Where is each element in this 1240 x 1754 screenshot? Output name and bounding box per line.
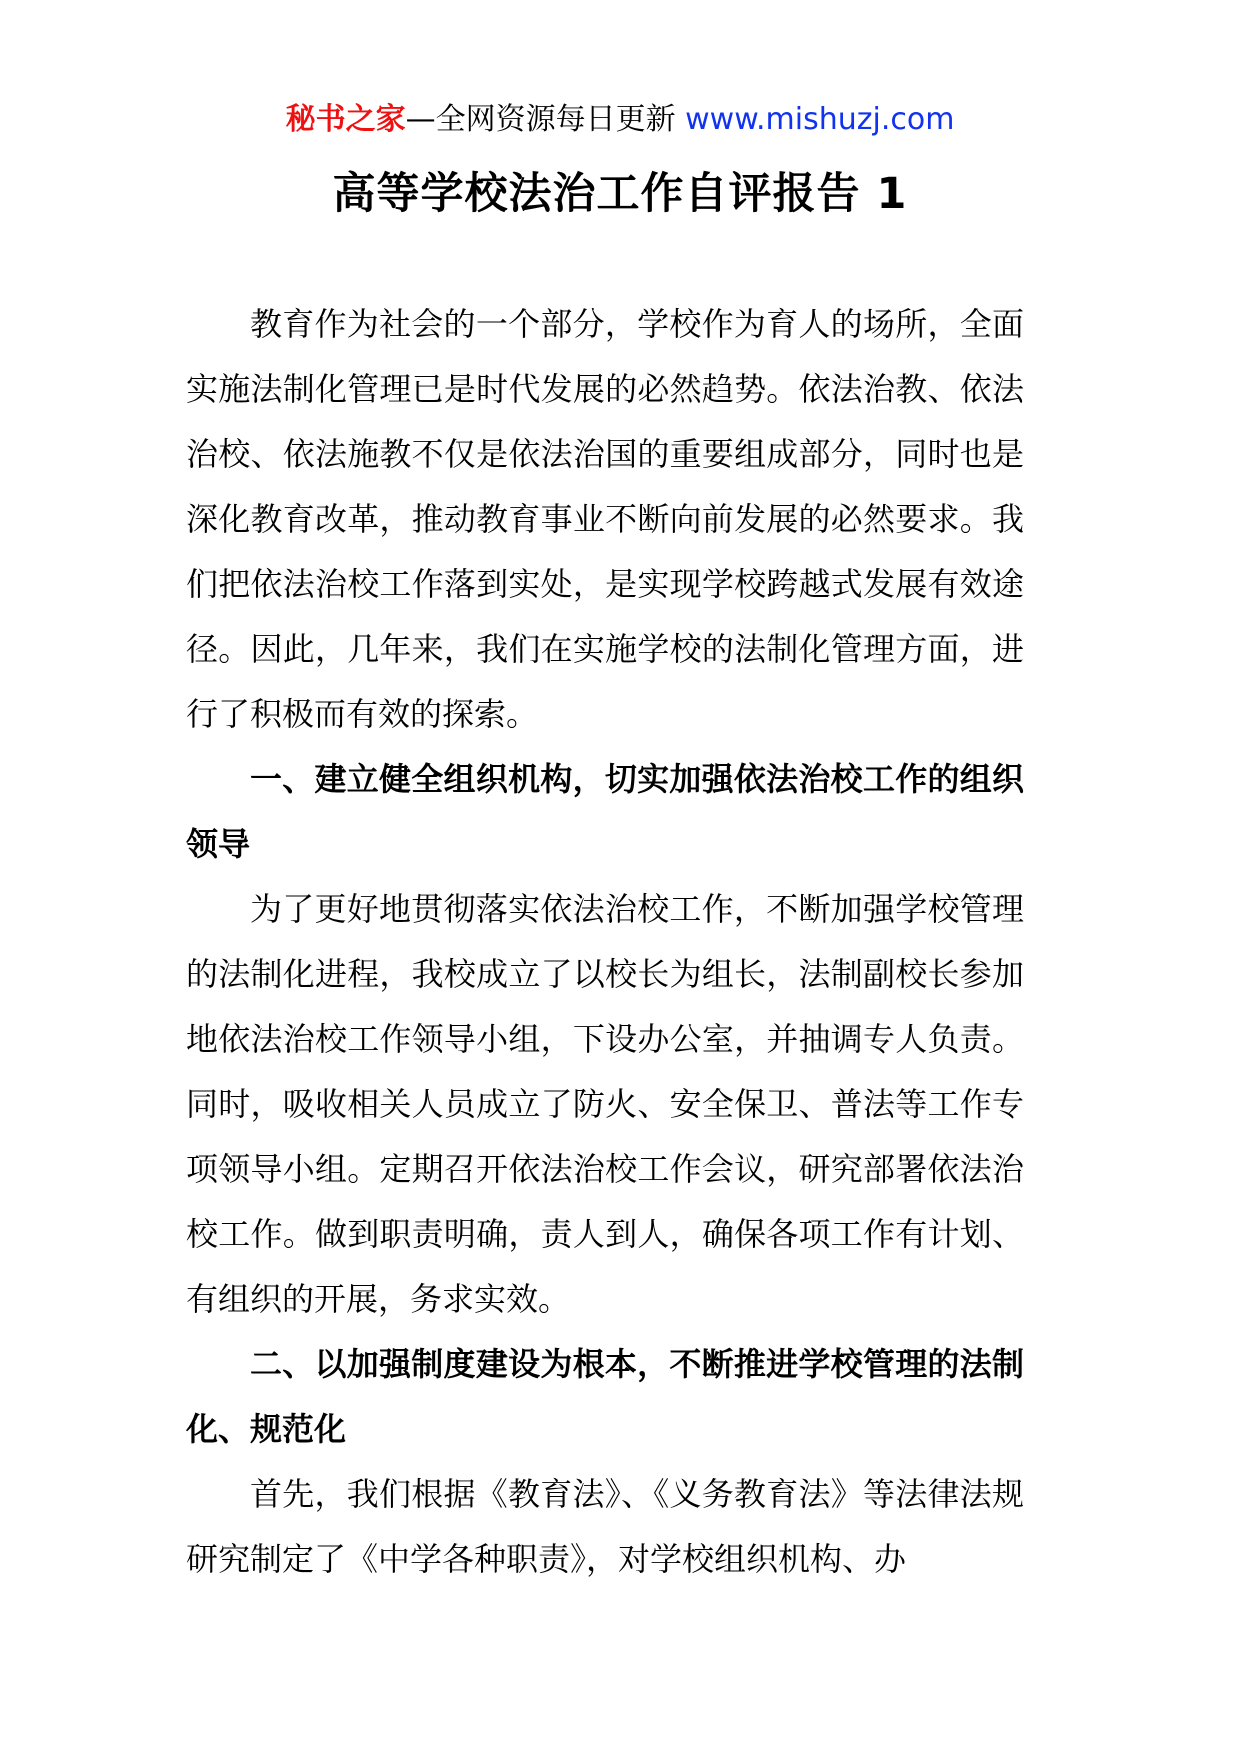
paragraph-section-1: 为了更好地贯彻落实依法治校工作，不断加强学校管理的法制化进程，我校成立了以校长为组长，法制副校长参加地依法治校工作领导小组，下设办公室，并抽调专人负责。同时，吸收相关人员成立了防火、安全保卫、普法等工作专项领导小组。定期召开依法治校工作会议，研究部署依法治校工作。做到职责明确，责人到人，确保各项工作有计划、有组织的开展，务求实效。: [186, 890, 1024, 1318]
document-body: [186, 292, 1024, 1592]
site-banner: [0, 100, 1240, 140]
section-heading-1: 一、建立健全组织机构，切实加强依法治校工作的组织领导: [186, 760, 1024, 863]
site-url-link[interactable]: www.mishuzj.com: [685, 102, 955, 137]
paragraph-intro: 教育作为社会的一个部分，学校作为育人的场所，全面实施法制化管理已是时代发展的必然趋势。依法治教、依法治校、依法施教不仅是依法治国的重要组成部分，同时也是深化教育改革，推动教育事业不断向前发展的必然要求。我们把依法治校工作落到实处，是实现学校跨越式发展有效途径。因此，几年来，我们在实施学校的法制化管理方面，进行了积极而有效的探索。: [186, 305, 1024, 733]
paragraph-section-2: 首先，我们根据《教育法》、《义务教育法》等法律法规研究制定了《中学各种职责》，对学校组织机构、办: [186, 1475, 1024, 1578]
brand-name: 秘书之家: [285, 102, 406, 137]
document-title: 高等学校法治工作自评报告 1: [332, 169, 908, 219]
section-heading-2: 二、以加强制度建设为根本，不断推进学校管理的法制化、规范化: [186, 1345, 1024, 1448]
brand-slogan: —全网资源每日更新: [405, 102, 686, 137]
